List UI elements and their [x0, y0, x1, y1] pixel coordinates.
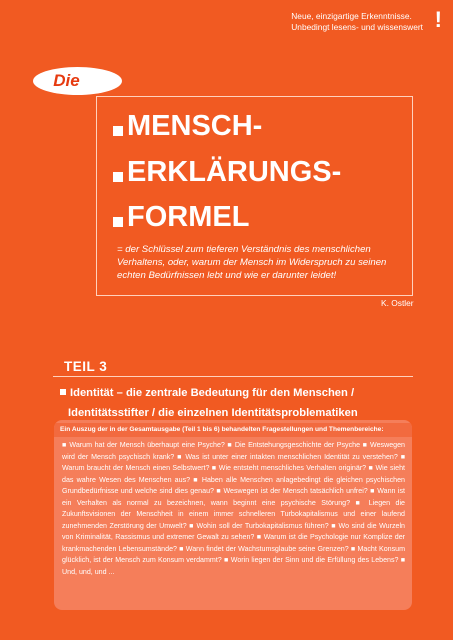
- title-frame: [96, 96, 413, 296]
- title-line-3-text: FORMEL: [127, 201, 250, 233]
- title-line-2: [113, 157, 341, 187]
- part-label: TEIL 3: [64, 359, 108, 374]
- excerpt-panel: [54, 420, 412, 610]
- excerpt-body: ■ Warum hat der Mensch überhaupt eine Psyche? ■ Die Entstehungsgeschichte der Psyche ■ Weswegen wird der Mensch psychisch krank? ■ Was ist unter einer intakten menschlichen Identität zu verstehen? ■ Warum braucht der Mensch einen Selbstwert? ■ Wie entsteht menschliches Verhalten originär? ■ Wie sieht das wahre Wesen des Menschen aus? ■ Haben alle Menschen anlagebedingt die gleichen psychischen Grundbedürfnisse und welche sind dies genau? ■ Weswegen ist der Mensch tatsächlich unfrei? ■ Wann ist ein Verhalten als normal zu bezeichnen, wann beginnt eine psychische Störung? ■ Liegen die Zukunftsvisionen der Menschheit in einem immer schnelleren Turbokapitalismus und einer laufend zunehmenden Zerstörung der Umwelt? ■ Wohin soll der Turbokapitalismus führen? ■ Wo sind die Wurzeln von Kriminalität, Rassismus und extremer Gewalt zu sehen? ■ Warum ist die Psychologie nur Komplize der krankmachenden Lebensumstände? ■ Wann findet der Wachstumsglaube seine Grenzen? ■ Macht Konsum glücklich, ist der Mensch zum Konsum verdammt? ■ Worin liegen der Sinn und die Erfüllung des Lebens? ■ Und, und, und ...: [62, 441, 405, 576]
- part-theme-line-1: [60, 383, 416, 403]
- part-theme: [60, 383, 416, 423]
- square-bullet-icon: [113, 217, 123, 227]
- excerpt-header: Ein Auszug der in der Gesamtausgabe (Teil 1 bis 6) behandelten Fragestellungen und Themenbereiche:: [54, 423, 412, 437]
- title-line-3: [113, 202, 249, 232]
- title-line-1: [113, 111, 262, 141]
- article-badge: [33, 67, 122, 95]
- divider: [53, 376, 413, 377]
- tagline-line-2: Unbedingt lesens- und wissenswert: [291, 22, 423, 32]
- article-text: Die: [53, 71, 80, 90]
- tagline: [291, 11, 423, 33]
- square-bullet-icon: [113, 126, 123, 136]
- title-line-1-text: MENSCH-: [127, 110, 263, 142]
- tagline-line-1: Neue, einzigartige Erkenntnisse.: [291, 11, 412, 21]
- part-theme-line-1-text: Identität – die zentrale Bedeutung für den Menschen /: [70, 387, 355, 399]
- subtitle: = der Schlüssel zum tieferen Verständnis des menschlichen Verhaltens, oder, warum der Mensch im Widerspruch zu seinen echten Bedürfnissen lebt und wie er darunter leidet!: [117, 244, 387, 281]
- part-theme-line-2: Identitätsstifter / die einzelnen Identitätsproblematiken: [68, 407, 358, 419]
- author: K. Ostler: [381, 298, 414, 308]
- title-line-2-text: ERKLÄRUNGS-: [127, 156, 342, 188]
- square-bullet-icon: [60, 389, 66, 395]
- exclamation-mark: !: [434, 7, 442, 32]
- square-bullet-icon: [113, 172, 123, 182]
